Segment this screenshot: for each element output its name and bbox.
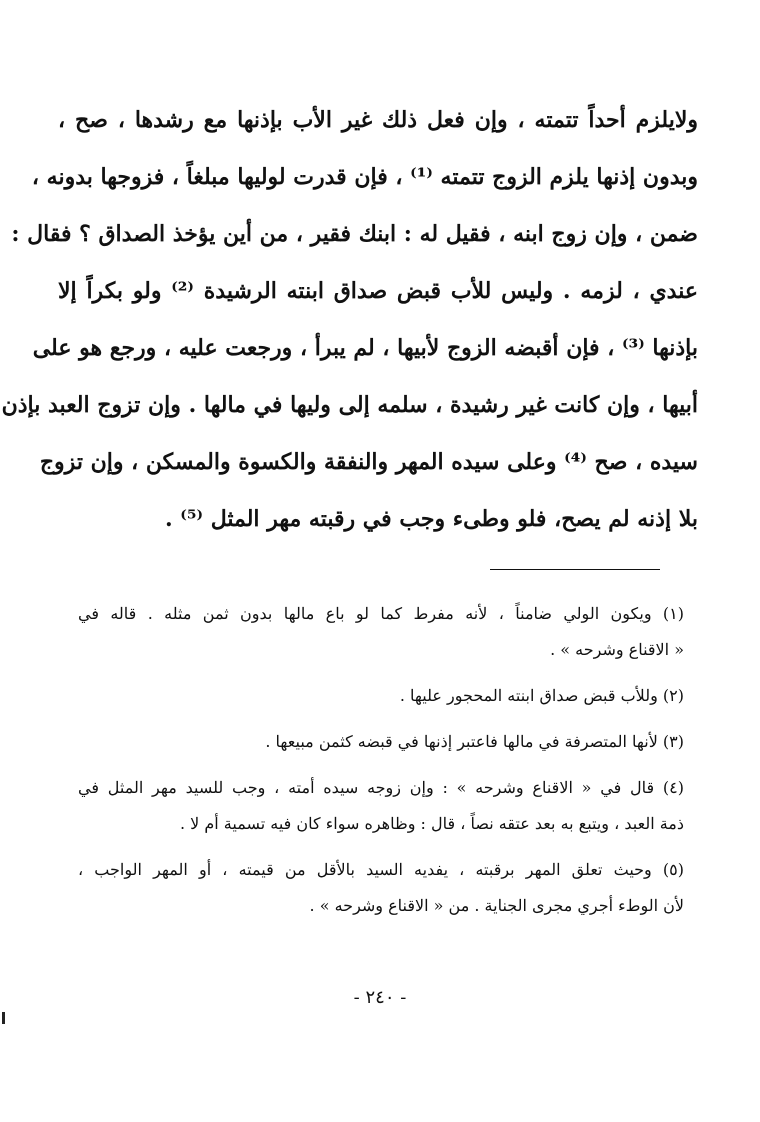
footnote-1 — [78, 596, 684, 668]
footnote-line: لأن الوطء أجري مجرى الجناية . من « الاقناع وشرحه » . — [309, 896, 684, 915]
footnote-line: (١) ويكون الولي ضامناً ، لأنه مفرط كما لو باع مالها بدون ثمن مثله . قاله في — [78, 604, 684, 623]
scan-edge-mark — [2, 1012, 5, 1024]
main-text-line: أبيها ، وإن كانت غير رشيدة ، سلمه إلى وليها في مالها . وإن تزوج العبد بإذن — [1, 392, 698, 418]
main-text-line: بإذنها ⁽³⁾ ، فإن أقبضه الزوج لأبيها ، لم يبرأ ، ورجعت عليه ، ورجع هو على — [32, 335, 698, 361]
main-text-line: ولايلزم أحداً تتمته ، وإن فعل ذلك غير الأب بإذنها مع رشدها ، صح ، — [58, 107, 698, 133]
footnote-2 — [78, 678, 684, 714]
footnote-separator-rule — [490, 569, 660, 570]
main-text-block — [1, 92, 698, 548]
footnotes-block — [78, 596, 684, 924]
footnote-line: ذمة العبد ، ويتبع به بعد عتقه نصاً ، قال : وظاهره سواء كان فيه تسمية أم لا . — [179, 814, 684, 833]
main-text-line: عندي ، لزمه . وليس للأب قبض صداق ابنته الرشيدة ⁽²⁾ ولو بكراً إلا — [58, 278, 698, 304]
footnote-line: (٤) قال في « الاقناع وشرحه » : وإن زوجه سيده أمته ، وجب للسيد مهر المثل في — [78, 778, 684, 797]
main-text-line: بلا إذنه لم يصح، فلو وطىء وجب في رقبته مهر المثل ⁽⁵⁾ . — [164, 506, 698, 532]
footnote-4 — [78, 770, 684, 842]
footnote-3 — [78, 724, 684, 760]
footnote-line: (٥) وحيث تعلق المهر برقبته ، يفديه السيد بالأقل من قيمته ، أو المهر الواجب ، — [78, 860, 684, 879]
main-text-line: ضمن ، وإن زوج ابنه ، فقيل له : ابنك فقير ، من أين يؤخذ الصداق ؟ فقال : — [11, 221, 698, 247]
main-text-line: وبدون إذنها يلزم الزوج تتمته ⁽¹⁾ ، فإن قدرت لوليها مبلغاً ، فزوجها بدونه ، — [31, 164, 698, 190]
footnote-line: « الاقناع وشرحه » . — [550, 640, 684, 659]
footnote-line: (٢) وللأب قبض صداق ابنته المحجور عليها . — [399, 686, 684, 705]
page-number: - ٢٤٠ - — [353, 987, 407, 1008]
footnote-line: (٣) لأنها المتصرفة في مالها فاعتبر إذنها في قبضه كثمن مبيعها . — [265, 732, 684, 751]
main-text-line: سيده ، صح ⁽⁴⁾ وعلى سيده المهر والنفقة والكسوة والمسكن ، وإن تزوج — [39, 449, 698, 475]
footnote-5 — [78, 852, 684, 924]
